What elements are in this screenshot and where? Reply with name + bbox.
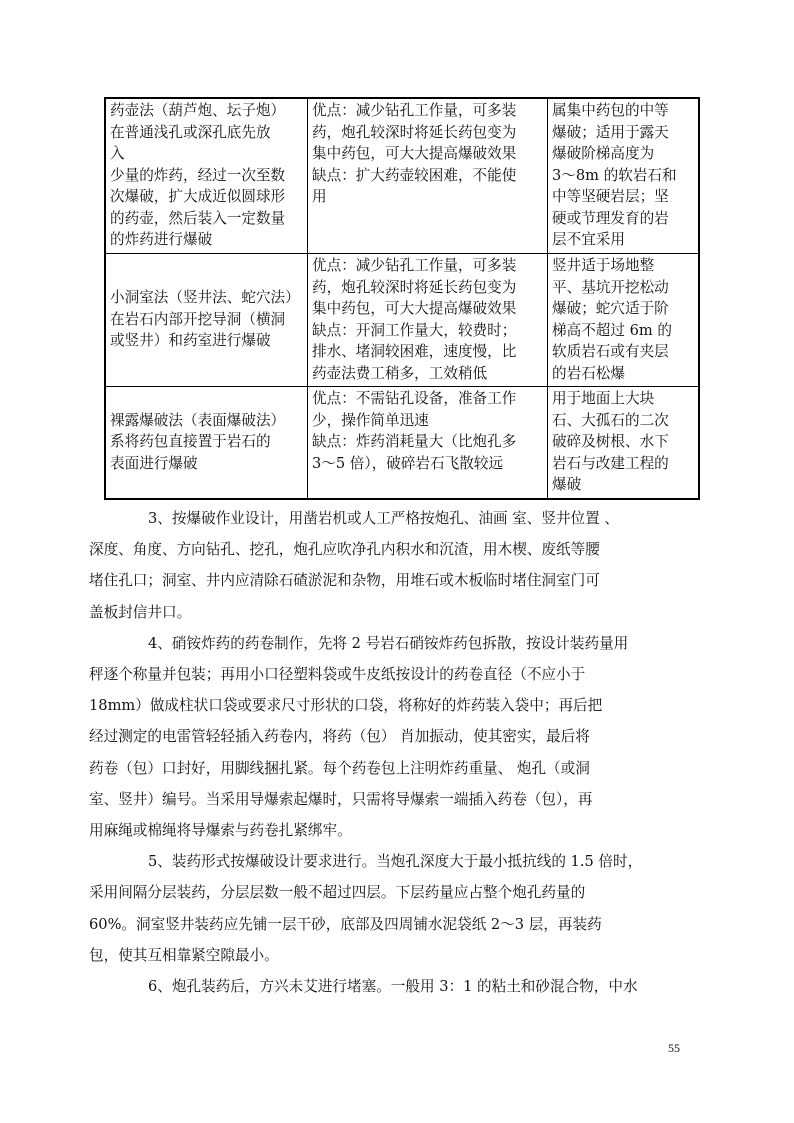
cell-line: 次爆破，扩大成近似圆球形 xyxy=(110,188,286,205)
paragraph-line: 经过测定的电雷管轻轻插入药卷内，将药（包） 肖加振动，使其密实，最后将 xyxy=(89,728,590,746)
cell-line: 梯高不超过 6m 的 xyxy=(552,321,672,339)
cell-line: 3～5 倍），破碎岩石飞散较远 xyxy=(312,454,504,472)
cell-line: 爆破；适用于露天 xyxy=(552,123,669,141)
cell-line: 在普通浅孔或深孔底先放 xyxy=(110,123,271,141)
cell-line: 药壶法（葫芦炮、坛子炮） xyxy=(110,102,286,119)
method-cell xyxy=(105,254,308,387)
cell-line: 小洞室法（竖井法、蛇穴法） xyxy=(110,289,300,307)
cell-line: 爆破阶梯高度为 xyxy=(552,145,655,162)
cell-line: 优点：不需钻孔设备，准备工作 xyxy=(312,390,517,407)
cell-line: 硬或节理发育的岩 xyxy=(552,209,669,227)
paragraph-line: 秤逐个称量并包装；再用小口径塑料袋或牛皮纸按设计的药卷直径（不应小于 xyxy=(89,666,586,684)
paragraph-line: 室、竖井）编号。当采用导爆索起爆时，只需将导爆索一端插入药卷（包），再 xyxy=(89,790,593,808)
pros-cons-cell xyxy=(308,254,548,387)
cell-line: 属集中药包的中等 xyxy=(552,102,669,119)
paragraph-line: 盖板封信井口。 xyxy=(89,603,192,621)
table-row xyxy=(105,98,699,254)
cell-line: 优点：减少钻孔工作量，可多装 xyxy=(312,257,517,274)
paragraph-line: 18mm）做成柱状口袋或要求尺寸形状的口袋，将称好的炸药装入袋中；再后把 xyxy=(89,697,603,715)
cell-line: 软质岩石或有夹层 xyxy=(552,343,669,360)
cell-line: 或竖井）和药室进行爆破 xyxy=(110,332,271,350)
blasting-methods-table xyxy=(104,97,700,500)
cell-line: 少量的炸药，经过一次至数 xyxy=(110,166,286,184)
cell-line: 平、基坑开挖松动 xyxy=(552,278,669,296)
pros-cons-cell xyxy=(308,387,548,500)
cell-line: 缺点：炸药消耗量大（比炮孔多 xyxy=(312,433,517,450)
cell-line: 药，炮孔较深时将延长药包变为 xyxy=(312,123,517,141)
cell-line: 层不宜采用 xyxy=(552,231,625,248)
body-text xyxy=(89,503,680,1002)
table-row xyxy=(105,254,699,387)
paragraph xyxy=(118,971,680,1002)
paragraph-line: 6、炮孔装药后，方兴未艾进行堵塞。一般用 3：1 的粘土和砂混合物，中水 xyxy=(148,978,638,996)
method-cell xyxy=(105,387,308,500)
paragraph xyxy=(89,628,680,846)
cell-line: 缺点：扩大药壶较困难，不能使 xyxy=(312,166,517,184)
cell-line: 少，操作简单迅速 xyxy=(312,411,429,429)
method-cell xyxy=(105,98,308,254)
paragraph-line: 4、硝铵炸药的药卷制作，先将 2 号岩石硝铵炸药包拆散，按设计装药量用 xyxy=(148,634,629,652)
cell-line: 3～8m 的软岩石和 xyxy=(552,166,677,184)
cell-line: 爆破；蛇穴适于阶 xyxy=(552,300,669,317)
paragraph-line: 堵住孔口；洞室、井内应清除石碴淤泥和杂物，用堆石或木板临时堵住洞室门可 xyxy=(89,572,600,590)
scope-cell xyxy=(548,254,700,387)
paragraph-line: 药卷（包）口封好，用脚线捆扎紧。每个药卷包上注明炸药重量、 炮孔（或洞 xyxy=(89,759,590,777)
cell-line: 裸露爆破法（表面爆破法） xyxy=(110,411,286,429)
paragraph-line: 60%。洞室竖井装药应先铺一层干砂，底部及四周铺水泥袋纸 2～3 层，再装药 xyxy=(89,915,602,933)
paragraph-line: 用麻绳或棉绳将导爆索与药卷扎紧绑牢。 xyxy=(89,822,352,840)
cell-line: 在岩石内部开挖导洞（横洞 xyxy=(110,310,286,328)
paragraph-line: 3、按爆破作业设计，用凿岩机或人工严格按炮孔、油画 室、竖井位置 、 xyxy=(148,510,619,527)
cell-line: 缺点：开洞工作量大，较费时； xyxy=(312,321,517,339)
table-row xyxy=(105,387,699,500)
cell-line: 药，炮孔较深时将延长药包变为 xyxy=(312,278,517,296)
paragraph xyxy=(89,503,680,628)
cell-line: 破碎及树根、水下 xyxy=(552,433,669,450)
paragraph-line: 采用间隔分层装药，分层层数一般不超过四层。下层药量应占整个炮孔药量的 xyxy=(89,884,586,902)
cell-line: 入 xyxy=(110,145,125,162)
scope-cell xyxy=(548,387,700,500)
cell-line: 排水、堵洞较困难，速度慢，比 xyxy=(312,343,517,360)
cell-line: 爆破 xyxy=(552,476,582,493)
pros-cons-cell xyxy=(308,98,548,254)
paragraph-line: 5、装药形式按爆破设计要求进行。当炮孔深度大于最小抵抗线的 1.5 倍时， xyxy=(148,853,643,871)
cell-line: 用 xyxy=(312,188,327,205)
page-number: 55 xyxy=(668,1041,680,1055)
cell-line: 药壶法费工稍多，工效稍低 xyxy=(312,364,488,382)
cell-line: 表面进行爆破 xyxy=(110,454,198,472)
cell-line: 用于地面上大块 xyxy=(552,390,655,407)
paragraph-line: 包，使其互相靠紧空隙最小。 xyxy=(89,946,279,964)
cell-line: 系将药包直接置于岩石的 xyxy=(110,433,271,451)
cell-line: 的药壶，然后装入一定数量 xyxy=(110,209,286,227)
scope-cell xyxy=(548,98,700,254)
cell-line: 中等坚硬岩层；坚 xyxy=(552,188,669,205)
cell-line: 集中药包，可大大提高爆破效果 xyxy=(312,145,517,162)
cell-line: 石、大孤石的二次 xyxy=(552,411,669,429)
cell-line: 的岩石松爆 xyxy=(552,364,625,382)
paragraph xyxy=(89,846,680,971)
cell-line: 的炸药进行爆破 xyxy=(110,231,213,248)
cell-line: 优点：减少钻孔工作量，可多装 xyxy=(312,102,517,119)
cell-line: 集中药包，可大大提高爆破效果 xyxy=(312,300,517,317)
cell-line: 竖井适于场地整 xyxy=(552,257,655,274)
paragraph-line: 深度、角度、方向钻孔、挖孔，炮孔应吹净孔内积水和沉渣，用木楔、废纸等腰 xyxy=(89,541,600,559)
cell-line: 岩石与改建工程的 xyxy=(552,454,669,472)
